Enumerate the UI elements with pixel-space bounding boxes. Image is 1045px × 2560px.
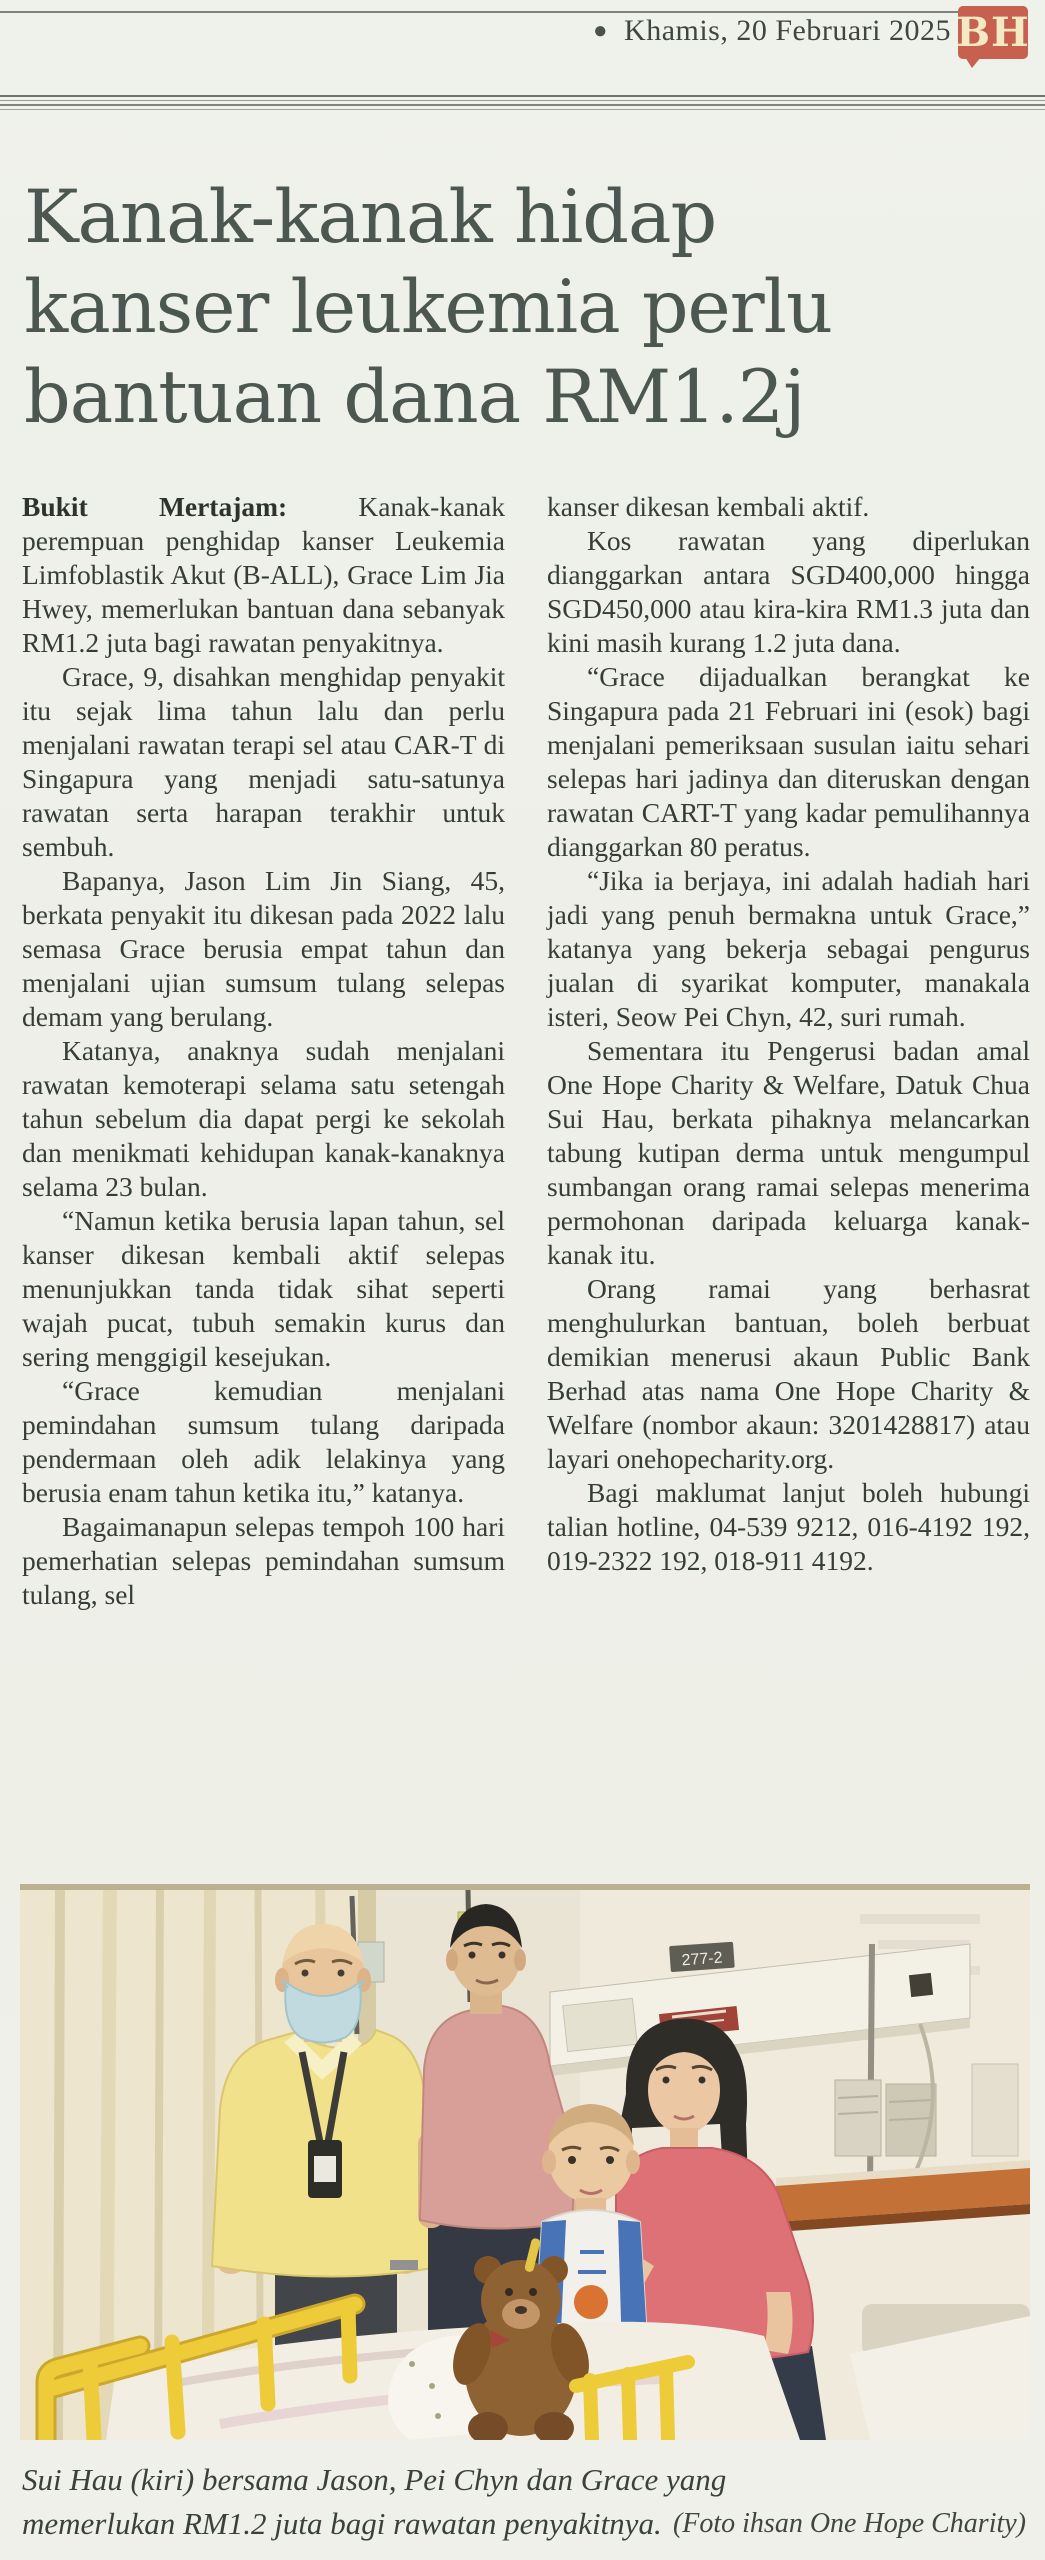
headline — [24, 173, 832, 443]
hospital-photo — [20, 1884, 1030, 2440]
paragraph — [22, 490, 505, 660]
paragraph: Sementara itu Pengerusi badan amal One Hope Charity & Welfare, Datuk Chua Sui Hau, berkata pihaknya melancarkan tabung kutipan derma untuk mengumpul sumbangan orang ramai selepas menerima permohonan daripada keluarga kanak-kanak itu. — [547, 1035, 1030, 1270]
dateline-lead: Bukit Mertajam: — [22, 491, 288, 522]
paragraph: Bapanya, Jason Lim Jin Siang, 45, berkata penyakit itu dikesan pada 2022 lalu semasa Grace berusia empat tahun dan menjalani ujian sumsum tulang selepas demam yang berulang. — [22, 865, 505, 1032]
room-sign-text: 277-2 — [681, 1949, 724, 1970]
article-body — [22, 490, 1030, 1612]
paragraph: Katanya, anaknya sudah menjalani rawatan kemoterapi selama satu setengah tahun sebelum dia dapat pergi ke sekolah dan menikmati kehidupan kanak-kanaknya selama 23 bulan. — [22, 1035, 505, 1202]
top-rule — [0, 11, 962, 13]
paragraph: Bagi maklumat lanjut boleh hubungi talian hotline, 04-539 9212, 016-4192 192, 019-2322 192, 018-911 4192. — [547, 1477, 1030, 1576]
bh-logo — [958, 6, 1028, 59]
photo-caption — [22, 2458, 1030, 2546]
paragraph: “Jika ia berjaya, ini adalah hadiah hari jadi yang penuh bermakna untuk Grace,” katanya yang bekerja sebagai pengurus jualan di syarikat komputer, manakala isteri, Seow Pei Chyn, 42, suri rumah. — [547, 865, 1030, 1032]
headline-line-1: Kanak-kanak hidap — [24, 174, 717, 260]
article-column-1 — [22, 490, 505, 1612]
paragraph: “Grace kemudian menjalani pemindahan sumsum tulang daripada pendermaan oleh adik lelakinya yang berusia enam tahun ketika itu,” katanya. — [22, 1375, 505, 1508]
paragraph: Bagaimanapun selepas tempoh 100 hari pemerhatian selepas pemindahan sumsum tulang, sel — [22, 1511, 505, 1610]
paragraph: Orang ramai yang berhasrat menghulurkan bantuan, boleh berbuat demikian menerusi akaun Public Bank Berhad atas nama One Hope Charity & Welfare (nombor akaun: 3201428817) atau layari onehopecharity.org. — [547, 1273, 1030, 1474]
paragraph-text: Kanak-kanak perempuan penghidap kanser Leukemia Limfoblastik Akut (B-ALL), Grace Lim Jia Hwey, memerlukan bantuan dana sebanyak RM1.2 juta bagi rawatan penyakitnya. — [22, 491, 506, 658]
date-line — [593, 14, 951, 48]
paragraph: Grace, 9, disahkan menghidap penyakit itu sejak lima tahun lalu dan perlu menjalani rawatan terapi sel atau CAR-T di Singapura yang menjadi satu-satunya rawatan serta harapan terakhir untuk sembuh. — [22, 661, 505, 862]
paragraph: Kos rawatan yang diperlukan dianggarkan antara SGD400,000 hingga SGD450,000 atau kira-kira RM1.3 juta dan kini masih kurang 1.2 juta dana. — [547, 525, 1030, 658]
paragraph: kanser dikesan kembali aktif. — [547, 491, 870, 522]
bullet-icon: ● — [593, 18, 609, 44]
bh-logo-text: BH — [956, 9, 1030, 56]
photo-credit: (Foto ihsan One Hope Charity) — [672, 2508, 1026, 2539]
date-text: Khamis, 20 Februari 2025 — [624, 14, 951, 47]
caption-text: Sui Hau (kiri) bersama Jason, Pei Chyn dan Grace yang memerlukan RM1.2 juta bagi rawatan penyakitnya. — [22, 2462, 727, 2541]
header-rules — [0, 95, 1045, 113]
paragraph: “Grace dijadualkan berangkat ke Singapura pada 21 Februari ini (esok) bagi menjalani pemeriksaan susulan iaitu sehari selepas hari jadinya dan diteruskan dengan rawatan CART-T yang kadar pemulihannya dianggarkan 80 peratus. — [547, 661, 1030, 862]
article-column-2 — [547, 490, 1030, 1612]
headline-line-2: kanser leukemia perlu — [24, 264, 833, 350]
paragraph: “Namun ketika berusia lapan tahun, sel kanser dikesan kembali aktif selepas menunjukkan tanda tidak sihat seperti wajah pucat, tubuh semakin kurus dan sering menggigil kesejukan. — [22, 1205, 505, 1372]
headline-line-3: bantuan dana RM1.2j — [24, 354, 805, 440]
